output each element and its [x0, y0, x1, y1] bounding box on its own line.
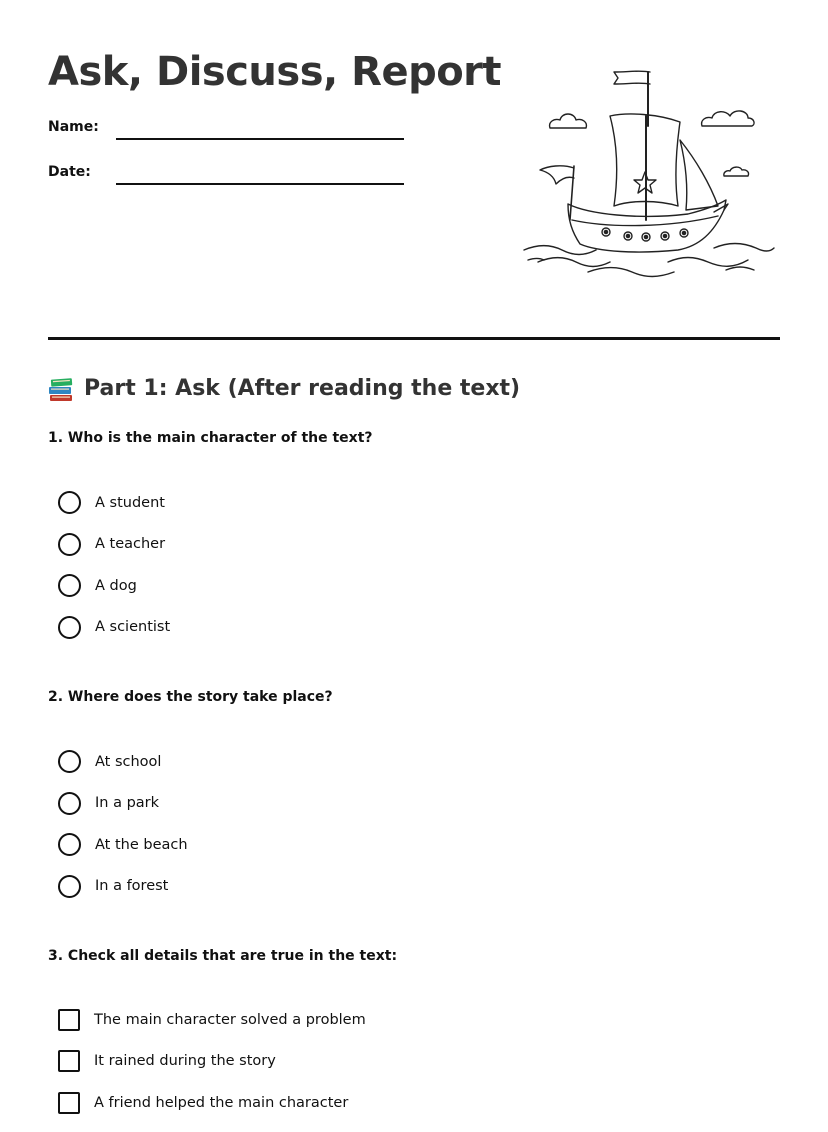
radio-button[interactable]: [58, 491, 81, 514]
question-3-text: 3. Check all details that are true in the text:: [48, 948, 398, 964]
checkbox[interactable]: [58, 1009, 80, 1031]
date-label: Date:: [48, 164, 91, 180]
question-2-text: 2. Where does the story take place?: [48, 689, 333, 705]
question-3-options: [58, 1007, 366, 1132]
question-3-option-1[interactable]: [58, 1007, 366, 1032]
name-input-line[interactable]: [116, 120, 404, 140]
checkbox[interactable]: [58, 1050, 80, 1072]
checkbox[interactable]: [58, 1092, 80, 1114]
books-icon: [48, 375, 74, 403]
question-1-option-1[interactable]: [58, 490, 170, 515]
question-1-option-3[interactable]: [58, 573, 170, 598]
question-3-option-3[interactable]: [58, 1090, 366, 1115]
radio-button[interactable]: [58, 792, 81, 815]
radio-button[interactable]: [58, 533, 81, 556]
option-label: At school: [95, 753, 162, 770]
section-divider: [48, 337, 780, 340]
question-2-option-2[interactable]: [58, 791, 188, 816]
option-label: A teacher: [95, 536, 166, 552]
question-2-options: [58, 749, 188, 915]
option-label: A student: [95, 494, 165, 511]
option-label: A scientist: [95, 619, 171, 635]
date-field: [48, 163, 404, 181]
name-field: [48, 118, 404, 136]
part1-heading: [48, 372, 520, 406]
sailing-ship-illustration: [518, 60, 778, 290]
date-input-line[interactable]: [116, 165, 404, 185]
question-1-options: [58, 490, 170, 656]
option-label: A friend helped the main character: [94, 1094, 349, 1111]
option-label: A dog: [95, 577, 137, 594]
question-1-option-2[interactable]: [58, 532, 170, 557]
part1-heading-text: Part 1: Ask (After reading the text): [84, 376, 521, 401]
name-label: Name:: [48, 119, 99, 135]
radio-button[interactable]: [58, 616, 81, 639]
question-3-option-2[interactable]: [58, 1049, 366, 1074]
option-label: In a park: [95, 795, 160, 811]
question-2-option-4[interactable]: [58, 874, 188, 899]
worksheet-title: Ask, Discuss, Report: [48, 49, 502, 95]
radio-button[interactable]: [58, 833, 81, 856]
radio-button[interactable]: [58, 574, 81, 597]
option-label: The main character solved a problem: [94, 1011, 366, 1028]
option-label: In a forest: [95, 878, 169, 894]
question-1-text: 1. Who is the main character of the text?: [48, 430, 373, 446]
question-2-option-1[interactable]: [58, 749, 188, 774]
option-label: At the beach: [95, 836, 188, 853]
radio-button[interactable]: [58, 875, 81, 898]
question-2-option-3[interactable]: [58, 832, 188, 857]
radio-button[interactable]: [58, 750, 81, 773]
question-1-option-4[interactable]: [58, 615, 170, 640]
option-label: It rained during the story: [94, 1053, 276, 1069]
